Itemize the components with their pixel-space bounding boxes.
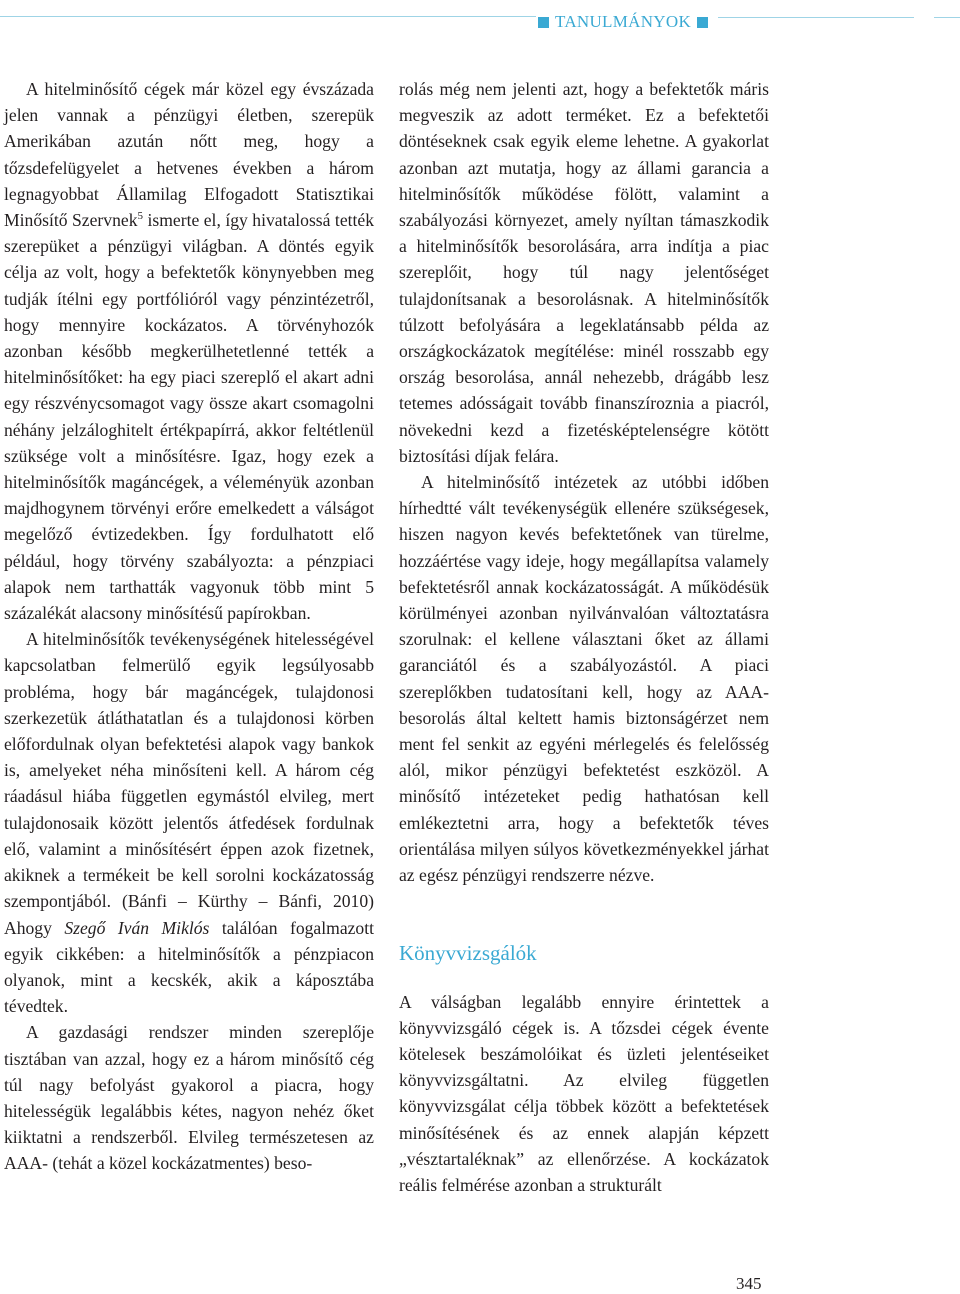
paragraph: rolás még nem jelenti azt, hogy a befektetők máris megveszik az adott terméket. Ez a befektetői döntéseknek csak egyik eleme lehetne. A gyakorlat azonban azt mutatja, hogy az állami garancia a hitelminősítők működése fölött, valamint a szabályozási környezet, amely nyíltan támaszkodik a hitelminősítők besorolására, arra indítja a piac szereplőit, hogy túl nagy jelentőséget tulajdonítsanak a besorolásnak. A hitelminősítők túlzott befolyására a legeklatánsabb példa az országkockázatok megítélése: minél rosszabb egy ország besorolása, annál nehezebb, drágább lesz tetemes adósságait tovább finanszíroznia a piacról, növekedni kezd a fizetésképtelenségre kötött biztosítási díjak felára. <box>399 79 769 466</box>
paragraph-text: találóan fogalmazott egyik cikkében: a hitelminősítők a pénzpiacon olyanok, mint a kecskék, akik a káposztába tévedtek. <box>4 917 375 1017</box>
author-name: Szegő Iván Miklós <box>64 917 210 938</box>
right-column <box>399 76 769 1198</box>
paragraph: A gazdasági rendszer minden szereplője tisztában van azzal, hogy ez a három minősítő cég túl nagy befolyást gyakorol a piacra, hogy hitelességük legalábbis kétes, nagyon nehéz őket kiiktatni a rendszerből. Elvileg természetesen az AAA- (tehát a közel kockázatmentes) beso- <box>4 1022 374 1174</box>
page-number: 345 <box>736 1274 762 1293</box>
paragraph <box>4 626 374 1019</box>
paragraph: A válságban legalább ennyire érintettek a könyvvizsgáló cégek is. A tőzsdei cégek évente kötelesek beszámolóikat és üzleti jelentéseiket könyvvizsgáltatni. Az elvileg független könyvvizsgálat célja többek között a befektetések minősítésének és az ennek alapján képzett „vésztartaléknak” az ellenőrzése. A kockázatok reális felmérése azonban a strukturált <box>399 991 769 1195</box>
header-rule-right <box>934 17 960 18</box>
header-rule-left <box>0 16 536 17</box>
footnote-marker: 5 <box>137 210 143 223</box>
paragraph-text: ismerte el, így hivatalossá tették szerepüket a pénzügyi világban. A döntés egyik célja az volt, hogy a befektetők könynyebben meg tudják ítélni egy portfólióról vagy pénzintézetről, hogy mennyire kockázatos. A törvényhozók azonban később megkerülhetetlenné tették a hitelminősítőket: ha egy piaci szereplő el akart adni egy részvénycsomagot vagy össze akart csomagolni néhány jelzáloghitelt értékpapírrá, akkor feltétlenül szüksége volt a minősítésre. Igaz, hogy ezek a hitelminősítők magáncégek, a véleményük azonban majdhogynem törvényi erőre emelkedett a válságot megelőző évtizedekben. Így fordulhatott elő például, hogy törvény szabályozta: a pénzpiaci alapok nem tarthatták vagyonuk több mint 5 százalékát alacsony minősítésű papírokban. <box>4 210 375 624</box>
square-bullet-icon <box>538 17 549 28</box>
paragraph <box>4 76 374 626</box>
square-bullet-icon <box>697 17 708 28</box>
running-header <box>0 6 960 31</box>
paragraph-text: A hitelminősítő cégek már közel egy évszázada jelen vannak a pénzügyi életben, szerepük Amerikában azután nőtt meg, hogy a tőzsdefelügyelet a hetvenes években a három legnagyobbat Államilag Elfogadott Statisztikai Minősítő Szervnek <box>4 79 374 231</box>
section-heading: Könyvvizsgálók <box>399 941 537 966</box>
section-title: TANULMÁNYOK <box>555 12 692 31</box>
header-section-label <box>538 12 708 32</box>
paragraph-text: A hitelminősítők tevékenységének hitelességével kapcsolatban felmerülő egyik legsúlyosabb probléma, hogy bár magáncégek, tulajdonosi szerkezetük átláthatatlan és a tulajdonosi körben előfordulnak olyan befektetési alapok vagy bankok is, amelyeket néha minősíteni kell. A három cég ráadásul hiába független egymástól elvileg, mert tulajdonosaik között jelentős átfedések fordulnak elő, valamint a minősítésért éppen azok fizetnek, akiknek a termékeit be kell sorolni kockázatosság szempontjából. (Bánfi – Kürthy – Bánfi, 2010) Ahogy <box>4 629 374 938</box>
header-rule-middle <box>718 17 914 18</box>
left-column <box>4 76 374 1177</box>
paragraph: A hitelminősítő intézetek az utóbbi időben hírhedtté vált tevékenységük ellenére szükségesek, hiszen nagyon kevés befektetőnek van türelme, hozzáértése vagy ideje, hogy megállapítsa valamely befektetésről annak kockázatosságát. A működésük körülményei azonban nyilvánvalóan változtatásra szorulnak: el kellene választani őket az állami garanciától és a szabályozástól. A piaci szereplőkben tudatosítani kell, hogy az AAA-besorolás által keltett hamis biztonságérzet nem ment fel senkit az egyéni mérlegelés és felelősség alól, mikor pénzügyi befektetést eszközöl. A minősítő intézeteket pedig hathatósan kell emlékeztetni arra, hogy a befektetők téves orientálása milyen súlyos következményekkel járhat az egész pénzügyi rendszerre nézve. <box>399 472 769 886</box>
